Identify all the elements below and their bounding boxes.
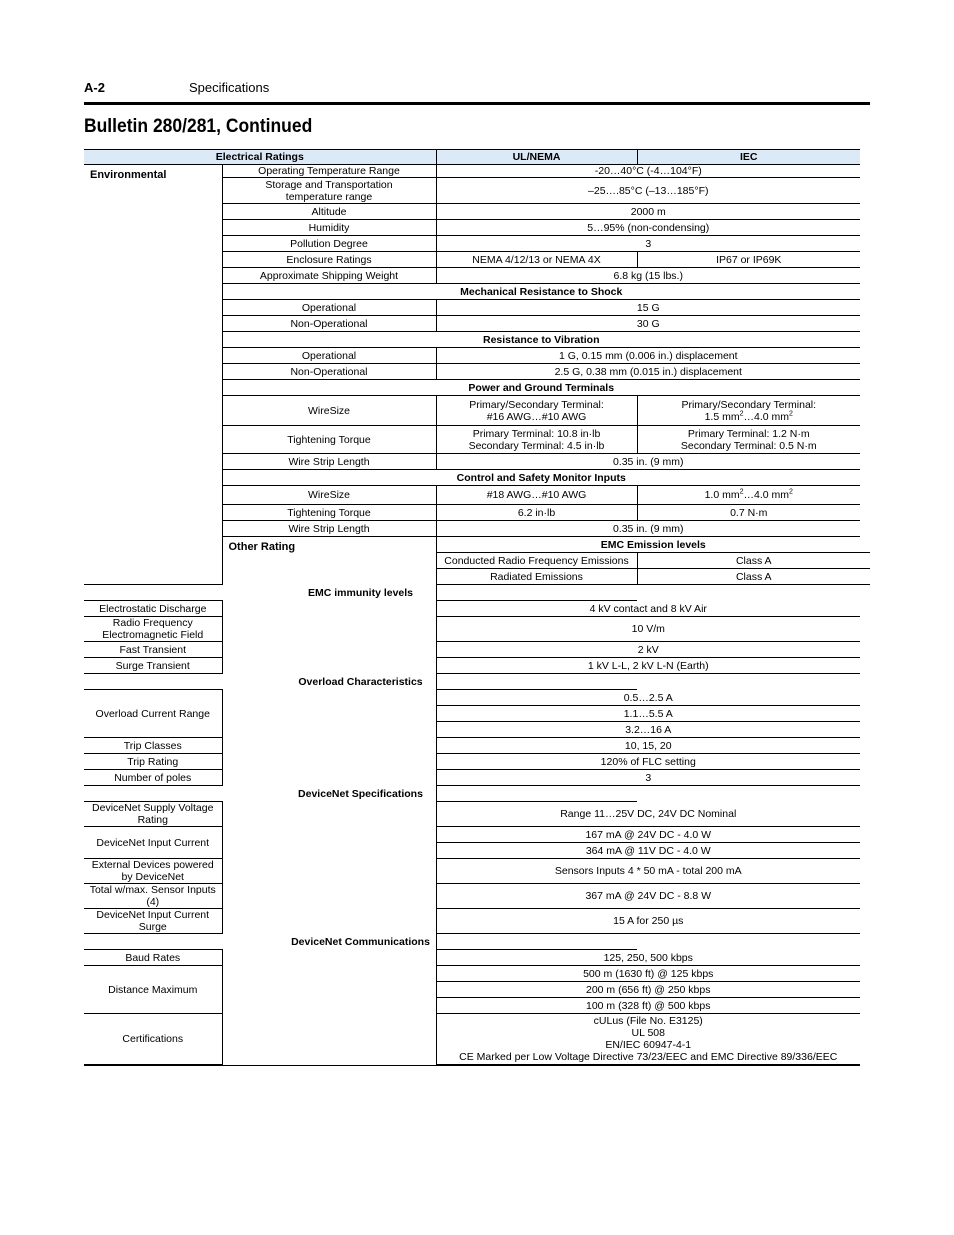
table-row — [84, 770, 870, 786]
row-value: 1 kV L-L, 2 kV L-N (Earth) — [436, 658, 860, 674]
subheader-row — [84, 786, 870, 802]
row-value-iec — [637, 396, 860, 426]
table-row — [84, 884, 870, 909]
row-label: Wire Strip Length — [222, 521, 436, 537]
row-value: 0.35 in. (9 mm) — [436, 521, 860, 537]
row-label: WireSize — [222, 396, 436, 426]
table-header-row — [84, 150, 870, 165]
row-value: 367 mA @ 24V DC - 8.8 W — [436, 884, 860, 909]
value-line: UL 508 — [631, 1027, 665, 1039]
col-header-iec: IEC — [637, 150, 860, 165]
table-row — [84, 642, 870, 658]
row-value: 3 — [436, 770, 860, 786]
value-line: Secondary Terminal: 4.5 in·lb — [468, 439, 605, 452]
col-header-electrical: Electrical Ratings — [84, 150, 436, 165]
row-label: Tightening Torque — [222, 426, 436, 454]
row-value: 167 mA @ 24V DC - 4.0 W — [436, 827, 860, 843]
group-environmental: Environmental — [84, 165, 222, 585]
value-line: Primary/Secondary Terminal: — [681, 398, 817, 411]
row-value: 2 kV — [436, 642, 860, 658]
row-label: Number of poles — [84, 770, 222, 786]
row-label: Baud Rates — [84, 950, 222, 966]
row-label: Overload Current Range — [84, 690, 222, 738]
row-value: 3.2…16 A — [436, 722, 860, 738]
row-value: Class A — [637, 569, 870, 585]
value-part: …4.0 mm — [743, 410, 790, 423]
row-value: 10, 15, 20 — [436, 738, 860, 754]
row-value: 5…95% (non-condensing) — [436, 220, 860, 236]
header-rule — [84, 102, 870, 105]
section-name: Specifications — [189, 80, 270, 95]
row-value: 3 — [436, 236, 860, 252]
row-label: Surge Transient — [84, 658, 222, 674]
value-part: 1.5 mm — [704, 410, 740, 423]
row-value: 500 m (1630 ft) @ 125 kbps — [436, 966, 860, 982]
value-line: Secondary Terminal: 0.5 N·m — [680, 439, 817, 452]
subheader-comm: DeviceNet Communications — [84, 934, 637, 950]
row-label: Humidity — [222, 220, 436, 236]
row-label: DeviceNet Input Current — [84, 827, 222, 859]
table-row — [84, 950, 870, 966]
row-value: 100 m (328 ft) @ 500 kbps — [436, 998, 860, 1014]
superscript: 2 — [739, 488, 744, 496]
row-value: 125, 250, 500 kbps — [436, 950, 860, 966]
table-row — [84, 754, 870, 770]
row-value-ul: #18 AWG…#10 AWG — [436, 486, 637, 505]
row-value: 2000 m — [436, 204, 860, 220]
subheader-row — [84, 585, 870, 601]
table-row — [84, 617, 870, 642]
row-label: DeviceNet Supply Voltage Rating — [84, 802, 222, 827]
row-label: Approximate Shipping Weight — [222, 268, 436, 284]
row-value-iec: IP67 or IP69K — [637, 252, 860, 268]
superscript: 2 — [739, 410, 744, 417]
row-value: 200 m (656 ft) @ 250 kbps — [436, 982, 860, 998]
page-number: A-2 — [84, 80, 105, 95]
row-value-iec: 0.7 N·m — [637, 505, 860, 521]
row-label: Conducted Radio Frequency Emissions — [436, 553, 637, 569]
label-line: temperature range — [285, 190, 373, 203]
subheader-shock: Mechanical Resistance to Shock — [222, 284, 860, 300]
row-label: Altitude — [222, 204, 436, 220]
row-value: -20…40°C (-4…104°F) — [436, 165, 860, 178]
value-line: #16 AWG…#10 AWG — [486, 410, 587, 423]
row-label: Operating Temperature Range — [222, 165, 436, 178]
col-header-ulnema: UL/NEMA — [436, 150, 637, 165]
row-label: Trip Rating — [84, 754, 222, 770]
row-label: Distance Maximum — [84, 966, 222, 1014]
table-row — [84, 859, 870, 884]
row-value: Class A — [637, 553, 870, 569]
row-label: Radio Frequency Electromagnetic Field — [84, 617, 222, 642]
subheader-control: Control and Safety Monitor Inputs — [222, 470, 860, 486]
table-row — [84, 165, 870, 178]
value-line: EN/IEC 60947-4-1 — [605, 1039, 692, 1051]
row-label: Electrostatic Discharge — [84, 601, 222, 617]
subheader-row — [84, 674, 870, 690]
value-line: Primary Terminal: 1.2 N·m — [687, 427, 810, 440]
row-value: 6.8 kg (15 lbs.) — [436, 268, 860, 284]
value-line: Primary/Secondary Terminal: — [469, 398, 604, 411]
row-label: Tightening Torque — [222, 505, 436, 521]
table-row — [84, 738, 870, 754]
row-value-ul — [436, 396, 637, 426]
page-title: Bulletin 280/281, Continued — [84, 116, 313, 137]
subheader-vibration: Resistance to Vibration — [222, 332, 860, 348]
value-line: cULus (File No. E3125) — [593, 1015, 703, 1027]
row-label: Certifications — [84, 1014, 222, 1066]
row-value: 30 G — [436, 316, 860, 332]
row-label: DeviceNet Input Current Surge — [84, 909, 222, 934]
row-value: 2.5 G, 0.38 mm (0.015 in.) displacement — [436, 364, 860, 380]
table-row — [84, 690, 870, 706]
row-value: 15 A for 250 µs — [436, 909, 860, 934]
table-row — [84, 827, 870, 843]
row-value: 10 V/m — [436, 617, 860, 642]
row-value: 4 kV contact and 8 kV Air — [436, 601, 860, 617]
row-label: Radiated Emissions — [436, 569, 637, 585]
specifications-table — [84, 149, 870, 1066]
row-value — [436, 1014, 860, 1066]
table-row — [84, 658, 870, 674]
row-value: 15 G — [436, 300, 860, 316]
row-label — [222, 178, 436, 204]
superscript: 2 — [789, 488, 793, 496]
row-value-ul — [436, 426, 637, 454]
row-value: 1.1…5.5 A — [436, 706, 860, 722]
row-value-iec — [637, 486, 860, 505]
row-value: 120% of FLC setting — [436, 754, 860, 770]
superscript: 2 — [789, 410, 793, 417]
value-part: …4.0 mm — [743, 489, 790, 501]
row-value: 1 G, 0.15 mm (0.006 in.) displacement — [436, 348, 860, 364]
value-part: 1.0 mm — [704, 489, 740, 501]
row-value: 364 mA @ 11V DC - 4.0 W — [436, 843, 860, 859]
value-line: CE Marked per Low Voltage Directive 73/23/EEC and EMC Directive 89/336/EEC — [459, 1051, 838, 1063]
row-label: Enclosure Ratings — [222, 252, 436, 268]
row-value-iec — [637, 426, 860, 454]
row-label: Wire Strip Length — [222, 454, 436, 470]
row-label: Pollution Degree — [222, 236, 436, 252]
row-label: Total w/max. Sensor Inputs (4) — [84, 884, 222, 909]
row-label: Fast Transient — [84, 642, 222, 658]
subheader-power: Power and Ground Terminals — [222, 380, 860, 396]
row-label: Non-Operational — [222, 364, 436, 380]
row-value: Sensors Inputs 4 * 50 mA - total 200 mA — [436, 859, 860, 884]
subheader-row — [84, 934, 870, 950]
row-label: WireSize — [222, 486, 436, 505]
subheader-devicenet: DeviceNet Specifications — [84, 786, 637, 802]
table-row — [84, 909, 870, 934]
table-row — [84, 966, 870, 982]
row-value: Range 11…25V DC, 24V DC Nominal — [436, 802, 860, 827]
row-value: –25….85°C (–13…185°F) — [436, 178, 860, 204]
row-label: Trip Classes — [84, 738, 222, 754]
subheader-emc-immunity: EMC immunity levels — [84, 585, 637, 601]
row-value-ul: NEMA 4/12/13 or NEMA 4X — [436, 252, 637, 268]
table-row — [84, 1014, 870, 1066]
row-value-ul: 6.2 in·lb — [436, 505, 637, 521]
subheader-overload: Overload Characteristics — [84, 674, 637, 690]
label-line: Storage and Transportation — [265, 178, 393, 191]
table-row — [84, 601, 870, 617]
subheader-emc-emission: EMC Emission levels — [436, 537, 870, 553]
group-other-rating: Other Rating — [222, 537, 436, 1066]
row-value: 0.5…2.5 A — [436, 690, 860, 706]
value-line: Primary Terminal: 10.8 in·lb — [472, 427, 601, 440]
table-row — [84, 802, 870, 827]
row-label: External Devices powered by DeviceNet — [84, 859, 222, 884]
page-header — [84, 80, 270, 95]
row-value: 0.35 in. (9 mm) — [436, 454, 860, 470]
row-label: Non-Operational — [222, 316, 436, 332]
row-label: Operational — [222, 300, 436, 316]
row-label: Operational — [222, 348, 436, 364]
